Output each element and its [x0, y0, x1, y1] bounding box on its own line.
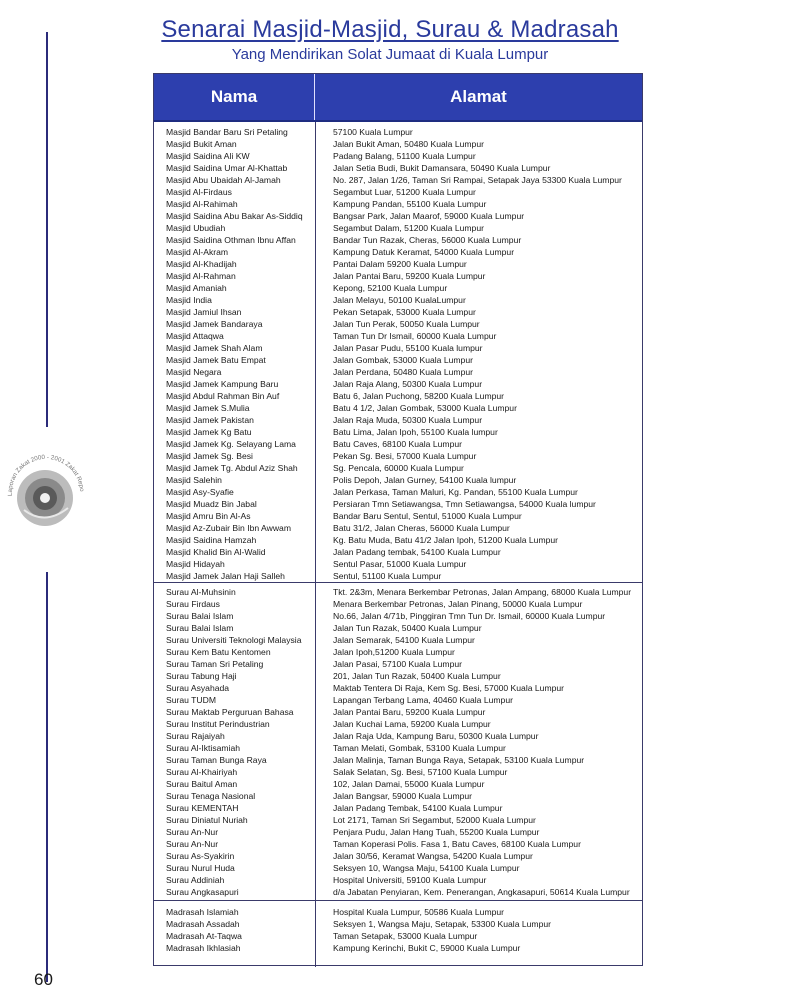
- masjid-address-cell: Jalan Pantai Baru, 59200 Kuala Lumpur: [333, 271, 486, 281]
- surau-address-cell: Jalan Bangsar, 59000 Kuala Lumpur: [333, 791, 473, 801]
- column-header-nama: Nama: [154, 74, 315, 120]
- surau-name-cell: Surau Maktab Perguruan Bahasa: [166, 707, 294, 717]
- surau-address-cell: d/a Jabatan Penyiaran, Kem. Penerangan, Angkasapuri, 50614 Kuala Lumpur: [333, 887, 630, 897]
- surau-name-cell: Surau Al-Iktisamiah: [166, 743, 241, 753]
- masjid-name-cell: Masjid Hidayah: [166, 559, 225, 569]
- masjid-address-cell: Kampung Pandan, 55100 Kuala Lumpur: [333, 199, 487, 209]
- masjid-name-cell: Masjid Jamiul Ihsan: [166, 307, 242, 317]
- masjid-address-cell: Jalan Raja Alang, 50300 Kuala Lumpur: [333, 379, 483, 389]
- madrasah-name-cell: Madrasah Islamiah: [166, 907, 239, 917]
- masjid-name-cell: Masjid Jamek S.Mulia: [166, 403, 250, 413]
- masjid-address-cell: Kepong, 52100 Kuala Lumpur: [333, 283, 448, 293]
- masjid-address-cell: Persiaran Tmn Setiawangsa, Tmn Setiawangsa, 54000 Kuala lumpur: [333, 499, 596, 509]
- section-surau: [154, 582, 642, 900]
- masjid-name-cell: Masjid Asy-Syafie: [166, 487, 234, 497]
- surau-name-cell: Surau Taman Sri Petaling: [166, 659, 264, 669]
- surau-address-cell: Jalan Raja Uda, Kampung Baru, 50300 Kuala Lumpur: [333, 731, 539, 741]
- masjid-address-cell: Kg. Batu Muda, Batu 41/2 Jalan Ipoh, 51200 Kuala Lumpur: [333, 535, 559, 545]
- masjid-address-cell: Batu Caves, 68100 Kuala Lumpur: [333, 439, 462, 449]
- madrasah-address-cell: Kampung Kerinchi, Bukit C, 59000 Kuala Lumpur: [333, 943, 521, 953]
- surau-address-cell: 201, Jalan Tun Razak, 50400 Kuala Lumpur: [333, 671, 501, 681]
- surau-address-cell: Jalan Pasai, 57100 Kuala Lumpur: [333, 659, 462, 669]
- masjid-address-cell: Polis Depoh, Jalan Gurney, 54100 Kuala lumpur: [333, 475, 517, 485]
- margin-rule-bottom: [46, 572, 48, 982]
- masjid-address-cell: Jalan Bukit Aman, 50480 Kuala Lumpur: [333, 139, 484, 149]
- masjid-name-cell: Masjid Saidina Hamzah: [166, 535, 257, 545]
- masjid-address-cell: Batu 4 1/2, Jalan Gombak, 53000 Kuala Lumpur: [333, 403, 517, 413]
- masjid-name-cell: Masjid Amaniah: [166, 283, 227, 293]
- masjid-address-cell: Jalan Raja Muda, 50300 Kuala Lumpur: [333, 415, 483, 425]
- masjid-address-cell: Pantai Dalam 59200 Kuala Lumpur: [333, 259, 467, 269]
- madrasah-name-cell: Madrasah Ikhlasiah: [166, 943, 241, 953]
- masjid-address-cell: Jalan Melayu, 50100 KualaLumpur: [333, 295, 466, 305]
- masjid-address-cell: Sg. Pencala, 60000 Kuala Lumpur: [333, 463, 464, 473]
- section-madrasah: [154, 900, 642, 967]
- surau-address-cell: Lapangan Terbang Lama, 40460 Kuala Lumpur: [333, 695, 513, 705]
- masjid-name-cell: Masjid Salehin: [166, 475, 222, 485]
- surau-name-cell: Surau Addiniah: [166, 875, 225, 885]
- masjid-name-cell: Masjid Amru Bin Al-As: [166, 511, 251, 521]
- masjid-address-cell: No. 287, Jalan 1/26, Taman Sri Rampai, Setapak Jaya 53300 Kuala Lumpur: [333, 175, 622, 185]
- masjid-name-cell: Masjid Ubudiah: [166, 223, 226, 233]
- surau-name-cell: Surau Balai Islam: [166, 611, 234, 621]
- page-subtitle: Yang Mendirikan Solat Jumaat di Kuala Lumpur: [231, 46, 549, 63]
- masjid-address-cell: Batu 6, Jalan Puchong, 58200 Kuala Lumpur: [333, 391, 505, 401]
- surau-address-cell: Seksyen 10, Wangsa Maju, 54100 Kuala Lumpur: [333, 863, 520, 873]
- masjid-address-cell: Pekan Setapak, 53000 Kuala Lumpur: [333, 307, 476, 317]
- masjid-address-cell: Sentul, 51100 Kuala Lumpur: [333, 571, 442, 581]
- surau-name-cell: Surau Asyahada: [166, 683, 230, 693]
- masjid-name-cell: Masjid Jamek Sg. Besi: [166, 451, 253, 461]
- madrasah-name-cell: Madrasah Assadah: [166, 919, 240, 929]
- masjid-name-cell: Masjid Jamek Tg. Abdul Aziz Shah: [166, 463, 298, 473]
- surau-address-cell: Jalan Padang Tembak, 54100 Kuala Lumpur: [333, 803, 503, 813]
- masjid-address-cell: Jalan Padang tembak, 54100 Kuala Lumpur: [333, 547, 501, 557]
- surau-name-cell: Surau Kem Batu Kentomen: [166, 647, 271, 657]
- surau-address-cell: Salak Selatan, Sg. Besi, 57100 Kuala Lumpur: [333, 767, 508, 777]
- page-number: 60: [34, 970, 53, 989]
- masjid-address-cell: Jalan Tun Perak, 50050 Kuala Lumpur: [333, 319, 480, 329]
- surau-name-cell: Surau Universiti Teknologi Malaysia: [166, 635, 302, 645]
- masjid-address-cell: Bangsar Park, Jalan Maarof, 59000 Kuala Lumpur: [333, 211, 525, 221]
- zakat-report-logo-icon: [2, 450, 88, 536]
- surau-address-cell: 102, Jalan Damai, 55000 Kuala Lumpur: [333, 779, 485, 789]
- surau-address-cell: Taman Melati, Gombak, 53100 Kuala Lumpur: [333, 743, 506, 753]
- masjid-name-cell: Masjid Jamek Pakistan: [166, 415, 254, 425]
- surau-address-cell: Jalan Pantai Baru, 59200 Kuala Lumpur: [333, 707, 486, 717]
- mosque-list-table: [153, 73, 643, 966]
- masjid-address-cell: Jalan Pasar Pudu, 55100 Kuala lumpur: [333, 343, 483, 353]
- margin-rule-top: [46, 32, 48, 427]
- surau-name-cell: Surau An-Nur: [166, 827, 219, 837]
- surau-name-cell: Surau Tabung Haji: [166, 671, 237, 681]
- madrasah-address-cell: Seksyen 1, Wangsa Maju, Setapak, 53300 Kuala Lumpur: [333, 919, 551, 929]
- masjid-name-cell: Masjid Al-Khadijah: [166, 259, 237, 269]
- masjid-name-cell: Masjid Jamek Jalan Haji Salleh: [166, 571, 285, 581]
- masjid-name-cell: Masjid Al-Akram: [166, 247, 229, 257]
- masjid-address-cell: Batu Lima, Jalan Ipoh, 55100 Kuala lumpur: [333, 427, 498, 437]
- section-masjid: [154, 122, 642, 582]
- surau-address-cell: Jalan Kuchai Lama, 59200 Kuala Lumpur: [333, 719, 491, 729]
- surau-name-cell: Surau As-Syakirin: [166, 851, 235, 861]
- masjid-name-cell: Masjid Jamek Kampung Baru: [166, 379, 279, 389]
- masjid-address-cell: 57100 Kuala Lumpur: [333, 127, 413, 137]
- surau-name-cell: Surau Al-Muhsinin: [166, 587, 236, 597]
- masjid-address-cell: Segambut Dalam, 51200 Kuala Lumpur: [333, 223, 484, 233]
- masjid-name-cell: Masjid Saidina Umar Al-Khattab: [166, 163, 288, 173]
- surau-name-cell: Surau Balai Islam: [166, 623, 234, 633]
- masjid-name-cell: Masjid Jamek Kg. Selayang Lama: [166, 439, 296, 449]
- masjid-name-cell: Masjid Jamek Shah Alam: [166, 343, 263, 353]
- masjid-address-cell: Taman Tun Dr Ismail, 60000 Kuala Lumpur: [333, 331, 497, 341]
- surau-address-cell: Hospital Universiti, 59100 Kuala Lumpur: [333, 875, 487, 885]
- masjid-name-cell: Masjid Abu Ubaidah Al-Jamah: [166, 175, 281, 185]
- surau-name-cell: Surau Tenaga Nasional: [166, 791, 256, 801]
- surau-address-cell: Penjara Pudu, Jalan Hang Tuah, 55200 Kuala Lumpur: [333, 827, 540, 837]
- surau-address-cell: Maktab Tentera Di Raja, Kem Sg. Besi, 57000 Kuala Lumpur: [333, 683, 565, 693]
- surau-name-cell: Surau Angkasapuri: [166, 887, 239, 897]
- page-header: [150, 16, 630, 63]
- surau-address-cell: Tkt. 2&3m, Menara Berkembar Petronas, Jalan Ampang, 68000 Kuala Lumpur: [333, 587, 632, 597]
- masjid-name-cell: Masjid Bukit Aman: [166, 139, 237, 149]
- surau-address-cell: Menara Berkembar Petronas, Jalan Pinang, 50000 Kuala Lumpur: [333, 599, 583, 609]
- masjid-name-cell: Masjid Khalid Bin Al-Walid: [166, 547, 266, 557]
- surau-address-cell: Jalan Tun Razak, 50400 Kuala Lumpur: [333, 623, 482, 633]
- masjid-address-cell: Jalan Perkasa, Taman Maluri, Kg. Pandan, 55100 Kuala Lumpur: [333, 487, 578, 497]
- masjid-address-cell: Batu 31/2, Jalan Cheras, 56000 Kuala Lumpur: [333, 523, 510, 533]
- masjid-addresses-column: [315, 126, 642, 582]
- surau-address-cell: Taman Koperasi Polis. Fasa 1, Batu Caves, 68100 Kuala Lumpur: [333, 839, 581, 849]
- surau-name-cell: Surau Baitul Aman: [166, 779, 238, 789]
- surau-name-cell: Surau Institut Perindustrian: [166, 719, 270, 729]
- masjid-address-cell: Jalan Setia Budi, Bukit Damansara, 50490 Kuala Lumpur: [333, 163, 551, 173]
- masjid-name-cell: Masjid Jamek Kg Batu: [166, 427, 252, 437]
- surau-names-column: [154, 586, 315, 900]
- madrasah-names-column: [154, 906, 315, 967]
- masjid-name-cell: Masjid Saidina Abu Bakar As-Siddiq: [166, 211, 303, 221]
- masjid-name-cell: Masjid Bandar Baru Sri Petaling: [166, 127, 288, 137]
- surau-name-cell: Surau Diniatul Nuriah: [166, 815, 248, 825]
- masjid-address-cell: Jalan Gombak, 53000 Kuala Lumpur: [333, 355, 473, 365]
- masjid-names-column: [154, 126, 315, 582]
- page-title: Senarai Masjid-Masjid, Surau & Madrasah: [161, 16, 619, 43]
- masjid-address-cell: Bandar Baru Sentul, Sentul, 51000 Kuala Lumpur: [333, 511, 522, 521]
- masjid-name-cell: Masjid Abdul Rahman Bin Auf: [166, 391, 280, 401]
- masjid-name-cell: Masjid Saidina Ali KW: [166, 151, 250, 161]
- masjid-name-cell: Masjid Jamek Batu Empat: [166, 355, 266, 365]
- masjid-name-cell: Masjid Al-Rahimah: [166, 199, 238, 209]
- surau-name-cell: Surau TUDM: [166, 695, 216, 705]
- masjid-address-cell: Jalan Perdana, 50480 Kuala Lumpur: [333, 367, 473, 377]
- madrasah-name-cell: Madrasah At-Taqwa: [166, 931, 242, 941]
- table-header: [154, 74, 642, 122]
- surau-address-cell: Jalan Malinja, Taman Bunga Raya, Setapak, 53100 Kuala Lumpur: [333, 755, 585, 765]
- masjid-address-cell: Pekan Sg. Besi, 57000 Kuala Lumpur: [333, 451, 477, 461]
- masjid-name-cell: Masjid India: [166, 295, 212, 305]
- surau-address-cell: Jalan Ipoh,51200 Kuala Lumpur: [333, 647, 455, 657]
- logo-text: Laporan Zakat 2000 - 2001 Zakat Repo: [6, 453, 86, 497]
- masjid-name-cell: Masjid Muadz Bin Jabal: [166, 499, 257, 509]
- surau-name-cell: Surau Rajaiyah: [166, 731, 225, 741]
- surau-address-cell: No.66, Jalan 4/71b, Pinggiran Tmn Tun Dr. Ismail, 60000 Kuala Lumpur: [333, 611, 606, 621]
- surau-address-cell: Lot 2171, Taman Sri Segambut, 52000 Kuala Lumpur: [333, 815, 536, 825]
- surau-name-cell: Surau Taman Bunga Raya: [166, 755, 267, 765]
- surau-name-cell: Surau Al-Khairiyah: [166, 767, 238, 777]
- masjid-address-cell: Sentul Pasar, 51000 Kuala Lumpur: [333, 559, 467, 569]
- surau-address-cell: Jalan Semarak, 54100 Kuala Lumpur: [333, 635, 475, 645]
- surau-address-cell: Jalan 30/56, Keramat Wangsa, 54200 Kuala Lumpur: [333, 851, 533, 861]
- masjid-name-cell: Masjid Saidina Othman Ibnu Affan: [166, 235, 296, 245]
- masjid-name-cell: Masjid Negara: [166, 367, 222, 377]
- surau-name-cell: Surau KEMENTAH: [166, 803, 239, 813]
- masjid-name-cell: Masjid Az-Zubair Bin Ibn Awwam: [166, 523, 291, 533]
- madrasah-address-cell: Hospital Kuala Lumpur, 50586 Kuala Lumpur: [333, 907, 505, 917]
- masjid-address-cell: Segambut Luar, 51200 Kuala Lumpur: [333, 187, 476, 197]
- masjid-name-cell: Masjid Al-Firdaus: [166, 187, 232, 197]
- surau-name-cell: Surau Firdaus: [166, 599, 220, 609]
- masjid-name-cell: Masjid Jamek Bandaraya: [166, 319, 263, 329]
- masjid-address-cell: Kampung Datuk Keramat, 54000 Kuala Lumpur: [333, 247, 515, 257]
- surau-name-cell: Surau An-Nur: [166, 839, 219, 849]
- surau-name-cell: Surau Nurul Huda: [166, 863, 235, 873]
- madrasah-address-cell: Taman Setapak, 53000 Kuala Lumpur: [333, 931, 478, 941]
- surau-addresses-column: [315, 586, 642, 900]
- masjid-name-cell: Masjid Al-Rahman: [166, 271, 236, 281]
- masjid-address-cell: Padang Balang, 51100 Kuala Lumpur: [333, 151, 476, 161]
- masjid-address-cell: Bandar Tun Razak, Cheras, 56000 Kuala Lumpur: [333, 235, 522, 245]
- madrasah-addresses-column: [315, 906, 642, 967]
- masjid-name-cell: Masjid Attaqwa: [166, 331, 224, 341]
- column-header-alamat: Alamat: [450, 87, 507, 106]
